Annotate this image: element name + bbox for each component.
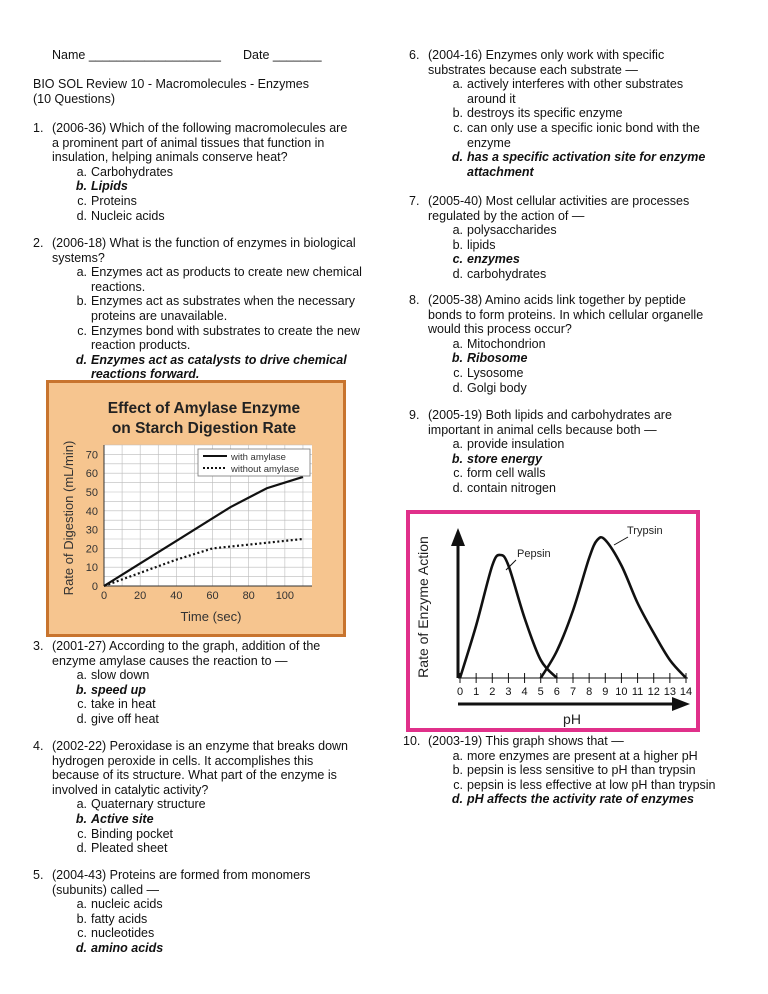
y-tick-label: 20 — [85, 543, 98, 556]
option-correct — [409, 452, 719, 467]
name-line: Name ___________________ — [52, 48, 221, 62]
ph-chart-svg — [406, 510, 700, 732]
option — [409, 466, 719, 481]
question-number: 9. — [409, 408, 420, 422]
option — [33, 294, 363, 323]
option-list — [409, 337, 719, 395]
option-text: destroys its specific enzyme — [467, 106, 623, 121]
option — [33, 194, 353, 209]
question-text: (2006-36) Which of the following macromolecules are a prominent part of animal tissues that function in insulation, helping animals conserve heat? — [52, 121, 348, 165]
question-number: 4. — [33, 739, 44, 753]
question-8 — [409, 293, 719, 395]
y-tick-label: 0 — [91, 581, 98, 593]
amylase-chart-svg — [46, 380, 346, 637]
ph-chart — [406, 510, 700, 732]
option-letter: b. — [451, 351, 463, 366]
question-text: (2001-27) According to the graph, addition of the enzyme amylase causes the reaction to — — [52, 639, 321, 668]
option-list — [409, 437, 719, 495]
x-tick-label: 8 — [586, 686, 593, 698]
option-text: Quaternary structure — [91, 797, 206, 812]
option-text: Mitochondrion — [467, 336, 546, 351]
option — [33, 712, 353, 727]
question-2 — [33, 236, 363, 382]
option-text: Active site — [91, 811, 154, 826]
x-tick-label: 11 — [631, 686, 644, 698]
option-text: Enzymes act as catalysts to drive chemical reactions forward. — [91, 352, 347, 382]
option-text: has a specific activation site for enzyme attachment — [467, 150, 706, 179]
x-tick-label: 3 — [505, 686, 512, 698]
question-number: 10. — [403, 734, 421, 748]
option-letter: a. — [452, 336, 463, 351]
option-text: form cell walls — [467, 466, 546, 481]
x-axis-label: Time (sec) — [180, 609, 242, 624]
option-text: give off heat — [91, 711, 159, 726]
option-correct — [33, 353, 363, 382]
option — [33, 697, 353, 712]
option-letter: a. — [452, 748, 463, 763]
option-letter: c. — [453, 120, 463, 135]
question-number: 2. — [33, 236, 44, 250]
option-letter: b. — [452, 106, 463, 121]
option-correct — [33, 941, 353, 956]
question-text: (2004-16) Enzymes only work with specific substrates because each substrate — — [428, 48, 665, 77]
option-letter: a. — [76, 897, 87, 912]
option-text: provide insulation — [467, 437, 565, 452]
option-list — [409, 77, 719, 179]
question-number: 7. — [409, 194, 420, 208]
y-tick-label: 30 — [85, 524, 98, 537]
option — [33, 209, 353, 224]
option-letter: b. — [75, 811, 87, 826]
option-text: fatty acids — [91, 911, 148, 926]
option-letter: d. — [452, 380, 463, 395]
page-title: BIO SOL Review 10 - Macromolecules - Enzymes — [33, 77, 310, 91]
legend-with-amylase: with amylase — [231, 452, 286, 463]
x-tick-label: 12 — [647, 686, 660, 698]
question-10 — [403, 734, 719, 807]
option-text: Enzymes bond with substrates to create the new reaction products. — [91, 323, 360, 353]
option — [409, 267, 719, 282]
option-letter: b. — [76, 911, 87, 926]
option-letter: d. — [452, 266, 463, 281]
option-letter: c. — [453, 777, 463, 792]
option-letter: a. — [452, 223, 463, 238]
y-axis-label: Rate of Enzyme Action — [415, 536, 431, 678]
question-text: (2004-43) Proteins are formed from monomers (subunits) called — — [52, 868, 311, 897]
option-text: lipids — [467, 237, 496, 252]
x-tick-label: 1 — [473, 686, 480, 698]
date-line: Date _______ — [243, 48, 322, 62]
option — [409, 778, 719, 793]
x-tick-label: 0 — [456, 686, 464, 698]
x-tick-label: 2 — [489, 686, 496, 698]
y-tick-label: 70 — [85, 449, 98, 462]
option-text: Nucleic acids — [91, 208, 165, 223]
option-text: can only use a specific ionic bond with the enzyme — [467, 120, 700, 150]
question-3 — [33, 639, 353, 727]
x-tick-label: 100 — [275, 590, 295, 602]
option — [409, 77, 719, 106]
option-text: Carbohydrates — [91, 164, 173, 179]
option-text: Pleated sheet — [91, 841, 168, 856]
option-letter: c. — [453, 365, 463, 380]
option — [33, 912, 353, 927]
option-letter: b. — [75, 179, 87, 194]
question-text: (2002-22) Peroxidase is an enzyme that breaks down hydrogen peroxide in cells. It accomplishes this because of its structure. What part of the enzyme is involved in catalytic activity? — [52, 739, 348, 797]
option-text: Lysosome — [467, 365, 524, 380]
option-list — [33, 165, 353, 223]
option-letter: b. — [451, 451, 463, 466]
option-letter: a. — [76, 797, 87, 812]
option-correct — [33, 179, 353, 194]
option — [409, 223, 719, 238]
option — [409, 337, 719, 352]
x-tick-label: 40 — [170, 590, 183, 602]
x-tick-label: 7 — [569, 686, 577, 698]
x-axis-label: pH — [563, 711, 581, 727]
question-number: 3. — [33, 639, 44, 653]
option-text: pH affects the activity rate of enzymes — [467, 792, 694, 807]
option — [409, 381, 719, 396]
question-5 — [33, 868, 353, 956]
chart-title-line2: on Starch Digestion Rate — [111, 420, 297, 437]
option — [33, 668, 353, 683]
amylase-chart — [46, 380, 346, 637]
x-tick-label: 5 — [537, 686, 544, 698]
option-correct — [409, 792, 719, 807]
option-letter: d. — [75, 940, 87, 955]
option-text: Enzymes act as products to create new chemical reactions. — [91, 265, 362, 294]
option-letter: d. — [451, 792, 463, 807]
y-tick-label: 50 — [85, 487, 98, 499]
option-text: nucleotides — [91, 926, 155, 941]
chart-legend — [198, 449, 310, 476]
x-tick-label: 6 — [553, 686, 560, 698]
question-number: 1. — [33, 121, 44, 135]
option-text: Proteins — [91, 193, 137, 208]
option-letter: d. — [451, 150, 463, 165]
question-text: (2003-19) This graph shows that — — [428, 734, 624, 748]
option-letter: a. — [76, 668, 87, 683]
question-number: 5. — [33, 868, 44, 882]
option-text: slow down — [91, 668, 150, 683]
option-letter: d. — [75, 352, 87, 367]
option-text: Ribosome — [467, 351, 528, 366]
option-text: more enzymes are present at a higher pH — [467, 748, 698, 763]
option — [33, 827, 353, 842]
x-tick-label: 0 — [100, 590, 108, 602]
x-tick-label: 9 — [602, 686, 609, 698]
option-text: actively interferes with other substrates around it — [467, 77, 684, 106]
y-tick-label: 60 — [85, 468, 98, 481]
option — [409, 121, 719, 150]
option-text: Lipids — [91, 179, 128, 194]
option-list — [33, 797, 353, 855]
question-number: 8. — [409, 293, 420, 307]
option-letter: b. — [75, 682, 87, 697]
option-text: pepsin is less sensitive to pH than trypsin — [467, 763, 696, 778]
question-1 — [33, 121, 353, 223]
option — [409, 106, 719, 121]
x-tick-label: 10 — [615, 686, 628, 698]
x-tick-label: 14 — [679, 686, 693, 698]
question-text: (2005-40) Most cellular activities are processes regulated by the action of — — [428, 194, 690, 223]
option-letter: a. — [452, 77, 463, 92]
option-text: store energy — [467, 451, 543, 466]
question-text: (2005-38) Amino acids link together by peptide bonds to form proteins. In which cellular organelle would this process occur? — [428, 293, 704, 337]
question-text: (2006-18) What is the function of enzymes in biological systems? — [52, 236, 356, 265]
x-tick-label: 4 — [521, 686, 528, 698]
option-text: enzymes — [467, 252, 520, 267]
option-list — [409, 223, 719, 281]
question-text: (2005-19) Both lipids and carbohydrates are important in animal cells because both — — [428, 408, 672, 437]
option-text: take in heat — [91, 697, 156, 712]
option-text: Golgi body — [467, 380, 527, 395]
question-7 — [409, 194, 719, 282]
option-text: pepsin is less effective at low pH than trypsin — [467, 777, 716, 792]
option-letter: d. — [76, 208, 87, 223]
option — [409, 763, 719, 778]
option-correct — [409, 351, 719, 366]
option-letter: b. — [452, 763, 463, 778]
x-tick-label: 80 — [242, 590, 255, 602]
x-tick-label: 13 — [663, 686, 676, 698]
option-letter: b. — [452, 237, 463, 252]
option-text: amino acids — [91, 940, 164, 955]
option — [409, 481, 719, 496]
y-axis-label: Rate of Digestion (mL/min) — [61, 440, 76, 596]
pepsin-label: Pepsin — [517, 548, 551, 560]
option-correct — [33, 683, 353, 698]
option — [33, 165, 353, 180]
y-tick-label: 40 — [85, 505, 98, 518]
option — [33, 841, 353, 856]
option — [409, 238, 719, 253]
option — [409, 437, 719, 452]
option-list — [33, 668, 353, 726]
page-subtitle: (10 Questions) — [33, 92, 115, 106]
legend-without-amylase: without amylase — [231, 464, 300, 475]
option-letter: a. — [76, 164, 87, 179]
option — [33, 897, 353, 912]
option-correct — [409, 150, 719, 179]
question-number: 6. — [409, 48, 420, 62]
trypsin-label: Trypsin — [627, 525, 663, 537]
option — [33, 926, 353, 941]
option-text: Enzymes act as substrates when the necessary proteins are unavailable. — [91, 294, 356, 323]
option-letter: c. — [452, 252, 463, 267]
question-6 — [409, 48, 719, 179]
chart-title-line1: Effect of Amylase Enzyme — [107, 400, 301, 417]
option-letter: b. — [76, 294, 87, 309]
option-correct — [409, 252, 719, 267]
question-4 — [33, 739, 353, 856]
option — [33, 324, 363, 353]
option-text: contain nitrogen — [467, 480, 556, 495]
option-letter: d. — [76, 841, 87, 856]
option-letter: c. — [453, 466, 463, 481]
option-letter: a. — [76, 265, 87, 280]
option — [33, 265, 363, 294]
option-text: polysaccharides — [467, 223, 557, 238]
x-tick-label: 60 — [206, 590, 219, 602]
y-tick-label: 10 — [85, 562, 98, 575]
option-letter: c. — [77, 697, 87, 712]
option-text: carbohydrates — [467, 266, 547, 281]
option-text: speed up — [91, 682, 146, 697]
option-letter: c. — [77, 323, 87, 338]
option-text: nucleic acids — [91, 897, 163, 912]
option — [33, 797, 353, 812]
option-letter: a. — [452, 437, 463, 452]
option-letter: c. — [77, 926, 87, 941]
option — [409, 749, 719, 764]
option-correct — [33, 812, 353, 827]
option-letter: c. — [77, 826, 87, 841]
option-text: Binding pocket — [91, 826, 174, 841]
x-tick-label: 20 — [134, 590, 147, 602]
option-list — [409, 749, 719, 807]
option — [409, 366, 719, 381]
option-letter: d. — [76, 711, 87, 726]
option-list — [33, 897, 353, 955]
question-9 — [409, 408, 719, 496]
option-letter: d. — [452, 480, 463, 495]
option-letter: c. — [77, 193, 87, 208]
option-list — [33, 265, 363, 382]
